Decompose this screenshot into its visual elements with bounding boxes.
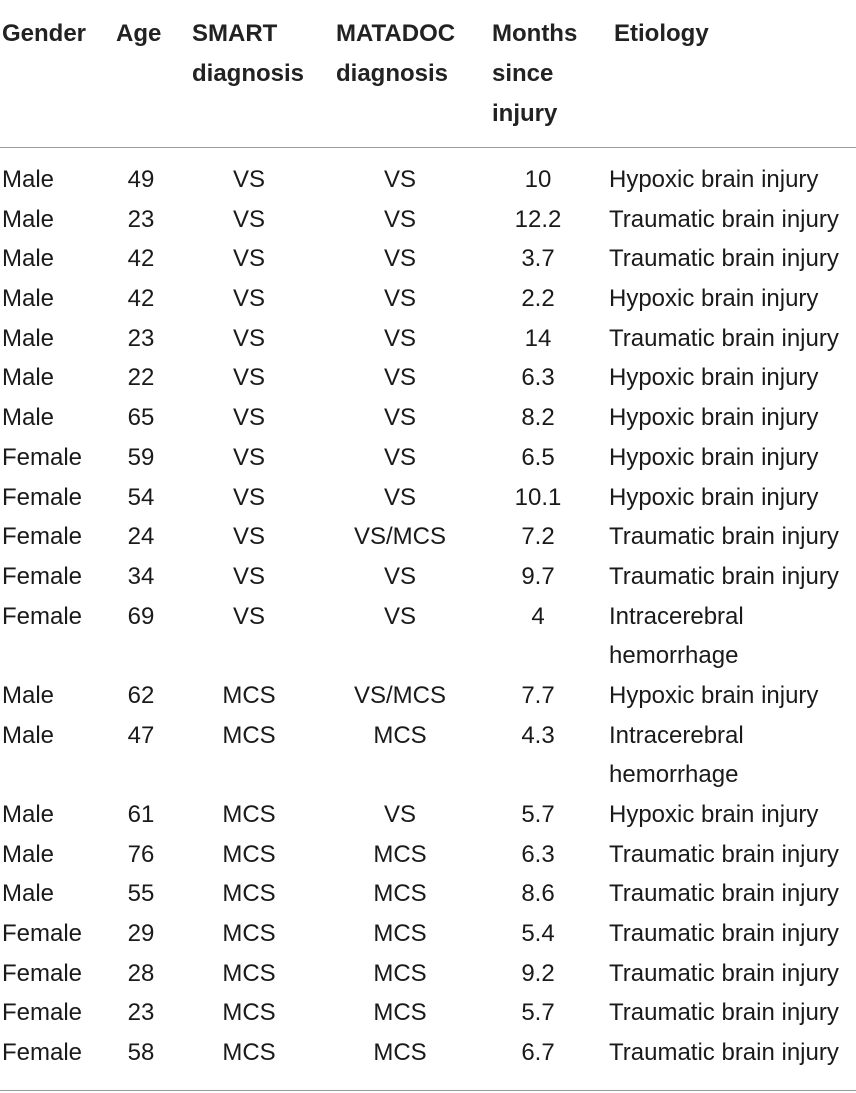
cell-etiology: Hypoxic brain injury [609, 285, 819, 313]
header-matadoc-diagnosis: MATADOC diagnosis [336, 20, 456, 87]
cell-matadoc-diagnosis: VS [383, 285, 416, 313]
table-row [0, 557, 856, 597]
cell-etiology: Traumatic brain injury [609, 840, 839, 868]
cell-gender: Female [2, 959, 83, 987]
cell-etiology: Traumatic brain injury [609, 880, 839, 908]
cell-matadoc-diagnosis: MCS [373, 840, 427, 868]
cell-gender: Female [2, 523, 83, 551]
table-row [0, 398, 856, 438]
table-row [0, 358, 856, 398]
cell-age: 42 [127, 245, 155, 273]
cell-matadoc-diagnosis: VS/MCS [353, 523, 446, 551]
cell-matadoc-diagnosis: VS [383, 562, 416, 590]
table-row [0, 914, 856, 954]
cell-etiology: Hypoxic brain injury [609, 443, 819, 471]
cell-months-since-injury: 6.3 [521, 364, 555, 392]
cell-matadoc-diagnosis: VS [383, 205, 416, 233]
cell-etiology: Hypoxic brain injury [609, 801, 819, 829]
cell-smart-diagnosis: VS [232, 364, 265, 392]
cell-etiology: Hypoxic brain injury [609, 681, 819, 709]
cell-gender: Female [2, 602, 83, 630]
cell-age: 42 [127, 285, 155, 313]
cell-months-since-injury: 6.5 [521, 443, 555, 471]
cell-smart-diagnosis: MCS [222, 801, 276, 829]
cell-months-since-injury: 9.2 [521, 959, 555, 987]
header-months-since-injury: Months since injury [492, 20, 578, 127]
cell-age: 65 [127, 404, 155, 432]
cell-gender: Male [2, 840, 55, 868]
cell-age: 55 [127, 880, 155, 908]
cell-matadoc-diagnosis: VS [383, 443, 416, 471]
table-row [0, 438, 856, 478]
cell-smart-diagnosis: VS [232, 205, 265, 233]
cell-smart-diagnosis: VS [232, 285, 265, 313]
table-row [0, 200, 856, 240]
table-row [0, 478, 856, 518]
cell-months-since-injury: 5.7 [521, 999, 555, 1027]
cell-smart-diagnosis: VS [232, 324, 265, 352]
table-row [0, 279, 856, 319]
cell-gender: Male [2, 166, 55, 193]
table-row [0, 319, 856, 359]
table-row [0, 716, 856, 795]
cell-matadoc-diagnosis: VS [383, 404, 416, 432]
cell-gender: Male [2, 205, 55, 233]
cell-gender: Male [2, 245, 55, 273]
cell-months-since-injury: 2.2 [521, 285, 555, 313]
cell-months-since-injury: 4.3 [521, 721, 555, 749]
header-gender: Gender [2, 20, 87, 47]
cell-matadoc-diagnosis: VS [383, 483, 416, 511]
cell-months-since-injury: 7.7 [521, 681, 555, 709]
cell-age: 23 [127, 324, 155, 352]
cell-age: 62 [127, 681, 155, 709]
cell-age: 58 [127, 1039, 155, 1067]
cell-months-since-injury: 14 [524, 324, 552, 352]
cell-age: 28 [127, 959, 155, 987]
cell-matadoc-diagnosis: MCS [373, 880, 427, 908]
cell-smart-diagnosis: VS [232, 483, 265, 511]
cell-smart-diagnosis: MCS [222, 999, 276, 1027]
cell-matadoc-diagnosis: VS [383, 324, 416, 352]
cell-smart-diagnosis: MCS [222, 681, 276, 709]
table-body [0, 160, 856, 1073]
cell-age: 49 [127, 166, 155, 193]
table-row [0, 835, 856, 875]
cell-etiology: Intracerebral hemorrhage [609, 602, 744, 670]
cell-matadoc-diagnosis: VS [383, 166, 416, 193]
cell-gender: Female [2, 562, 83, 590]
cell-smart-diagnosis: MCS [222, 1039, 276, 1067]
table-row [0, 954, 856, 994]
cell-matadoc-diagnosis: MCS [373, 959, 427, 987]
cell-smart-diagnosis: VS [232, 562, 265, 590]
cell-months-since-injury: 5.4 [521, 920, 555, 948]
header-age: Age [116, 20, 162, 47]
cell-etiology: Traumatic brain injury [609, 920, 839, 948]
cell-months-since-injury: 8.2 [521, 404, 555, 432]
cell-matadoc-diagnosis: MCS [373, 999, 427, 1027]
cell-etiology: Hypoxic brain injury [609, 404, 819, 432]
table-row [0, 795, 856, 835]
cell-etiology: Traumatic brain injury [609, 1039, 839, 1067]
cell-age: 22 [127, 364, 155, 392]
header-etiology: Etiology [614, 20, 709, 47]
cell-smart-diagnosis: VS [232, 443, 265, 471]
cell-gender: Male [2, 880, 55, 908]
cell-etiology: Hypoxic brain injury [609, 483, 819, 511]
cell-months-since-injury: 8.6 [521, 880, 555, 908]
cell-smart-diagnosis: VS [232, 523, 265, 551]
cell-etiology: Hypoxic brain injury [609, 166, 819, 193]
cell-smart-diagnosis: MCS [222, 959, 276, 987]
cell-age: 24 [127, 523, 155, 551]
cell-matadoc-diagnosis: VS [383, 801, 416, 829]
cell-age: 23 [127, 999, 155, 1027]
cell-age: 76 [127, 840, 155, 868]
cell-smart-diagnosis: MCS [222, 721, 276, 749]
cell-months-since-injury: 10 [524, 166, 552, 193]
cell-gender: Male [2, 721, 55, 749]
cell-matadoc-diagnosis: VS [383, 245, 416, 273]
cell-age: 59 [127, 443, 155, 471]
cell-months-since-injury: 10.1 [514, 483, 562, 511]
cell-matadoc-diagnosis: VS [383, 602, 416, 630]
table-row [0, 160, 856, 200]
cell-gender: Male [2, 681, 55, 709]
cell-age: 23 [127, 205, 155, 233]
cell-age: 29 [127, 920, 155, 948]
cell-etiology: Traumatic brain injury [609, 205, 839, 233]
cell-gender: Male [2, 364, 55, 392]
cell-smart-diagnosis: VS [232, 166, 265, 193]
cell-age: 47 [127, 721, 155, 749]
cell-age: 54 [127, 483, 155, 511]
cell-months-since-injury: 12.2 [514, 205, 562, 233]
cell-months-since-injury: 5.7 [521, 801, 555, 829]
table-row [0, 993, 856, 1033]
cell-gender: Male [2, 324, 55, 352]
cell-etiology: Traumatic brain injury [609, 324, 839, 352]
cell-etiology: Traumatic brain injury [609, 959, 839, 987]
table-row [0, 1033, 856, 1073]
table-header [0, 0, 856, 148]
cell-etiology: Traumatic brain injury [609, 999, 839, 1027]
cell-gender: Female [2, 443, 83, 471]
cell-gender: Female [2, 920, 83, 948]
cell-smart-diagnosis: MCS [222, 840, 276, 868]
table-row [0, 874, 856, 914]
header-smart-diagnosis: SMART diagnosis [192, 20, 305, 87]
table-row [0, 676, 856, 716]
cell-months-since-injury: 3.7 [521, 245, 555, 273]
cell-etiology: Traumatic brain injury [609, 245, 839, 273]
cell-age: 34 [127, 562, 155, 590]
cell-matadoc-diagnosis: MCS [373, 920, 427, 948]
cell-matadoc-diagnosis: VS/MCS [353, 681, 446, 709]
cell-etiology: Traumatic brain injury [609, 523, 839, 551]
cell-etiology: Intracerebral hemorrhage [609, 721, 744, 789]
cell-months-since-injury: 7.2 [521, 523, 555, 551]
cell-gender: Male [2, 285, 55, 313]
cell-age: 61 [127, 801, 155, 829]
cell-smart-diagnosis: MCS [222, 880, 276, 908]
cell-matadoc-diagnosis: VS [383, 364, 416, 392]
table-row [0, 517, 856, 557]
cell-months-since-injury: 4 [531, 602, 545, 630]
cell-gender: Male [2, 404, 55, 432]
cell-smart-diagnosis: VS [232, 245, 265, 273]
cell-smart-diagnosis: VS [232, 404, 265, 432]
table-row [0, 597, 856, 676]
cell-etiology: Traumatic brain injury [609, 562, 839, 590]
cell-age: 69 [127, 602, 155, 630]
cell-gender: Male [2, 801, 55, 829]
cell-smart-diagnosis: VS [232, 602, 265, 630]
cell-etiology: Hypoxic brain injury [609, 364, 819, 392]
cell-months-since-injury: 6.7 [521, 1039, 555, 1067]
cell-months-since-injury: 6.3 [521, 840, 555, 868]
cell-gender: Female [2, 1039, 83, 1067]
table-bottom-rule [0, 1090, 856, 1091]
cell-smart-diagnosis: MCS [222, 920, 276, 948]
table-row [0, 239, 856, 279]
cell-months-since-injury: 9.7 [521, 562, 555, 590]
cell-gender: Female [2, 483, 83, 511]
cell-gender: Female [2, 999, 83, 1027]
cell-matadoc-diagnosis: MCS [373, 721, 427, 749]
cell-matadoc-diagnosis: MCS [373, 1039, 427, 1067]
